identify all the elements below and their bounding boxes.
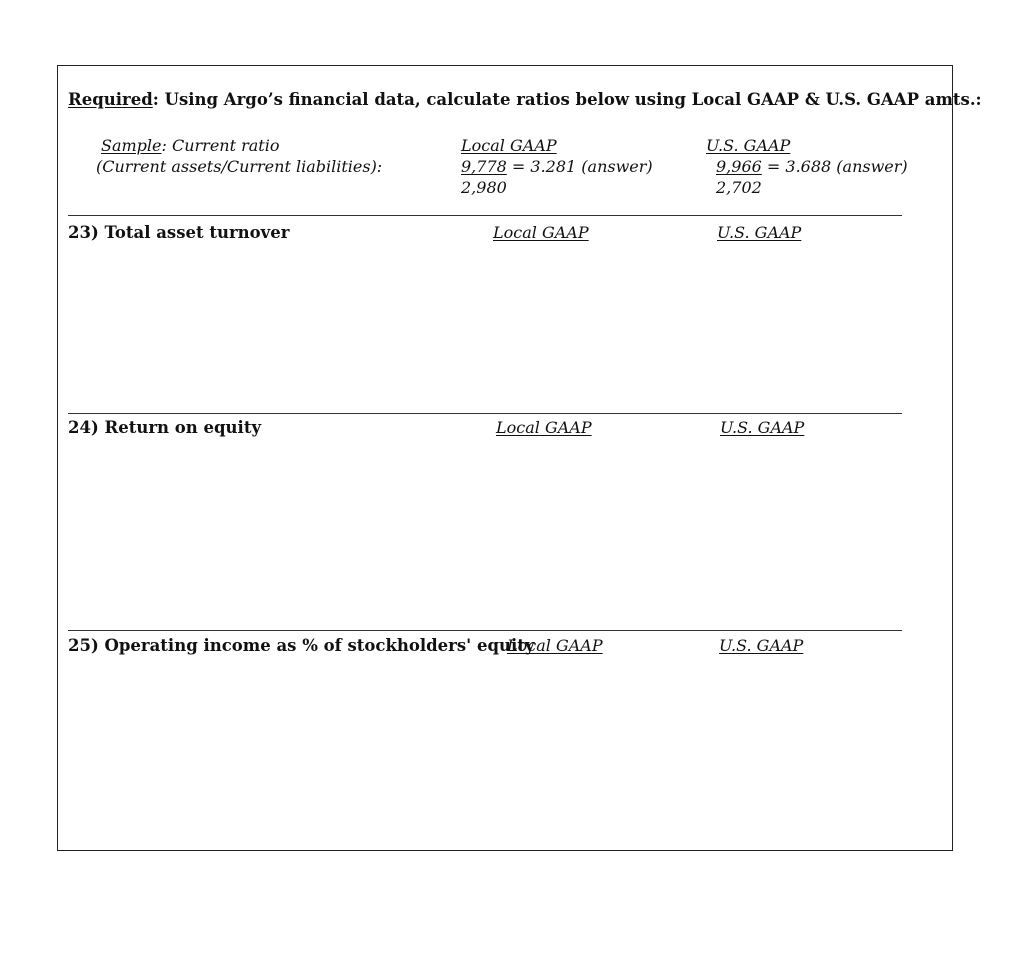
worksheet-frame (57, 65, 982, 851)
question-23-title: 23) Total asset turnover (68, 223, 290, 242)
question-23-local-header: Local GAAP (493, 223, 589, 242)
question-25-title: 25) Operating income as % of stockholders' equity (68, 636, 535, 655)
sample-title (101, 136, 279, 155)
required-instruction (68, 90, 982, 109)
divider-line (68, 630, 902, 631)
sample-label: Sample (101, 136, 162, 155)
sample-formula: (Current assets/Current liabilities): (96, 157, 383, 176)
divider-line (68, 413, 902, 414)
required-label: Required (68, 90, 153, 109)
sample-us-denominator: 2,702 (716, 178, 762, 197)
sample-local-denominator: 2,980 (461, 178, 507, 197)
required-text: : Using Argo’s financial data, calculate ratios below using Local GAAP & U.S. GAAP amts.: (152, 90, 982, 109)
sample-us-answer: = 3.688 (answer) (761, 157, 908, 176)
question-25-answer-area[interactable] (68, 662, 902, 837)
question-25-us-header: U.S. GAAP (719, 636, 804, 655)
sample-us-numerator: 9,966 (716, 157, 762, 176)
question-23-answer-area[interactable] (68, 248, 902, 408)
sample-local-answer: = 3.281 (answer) (506, 157, 653, 176)
sample-local-header: Local GAAP (461, 136, 557, 155)
sample-us-header: U.S. GAAP (706, 136, 791, 155)
sample-local-computation (461, 157, 653, 176)
question-24-us-header: U.S. GAAP (720, 418, 805, 437)
question-25-local-header: Local GAAP (507, 636, 603, 655)
question-23-us-header: U.S. GAAP (717, 223, 802, 242)
question-24-local-header: Local GAAP (496, 418, 592, 437)
sample-local-numerator: 9,778 (461, 157, 507, 176)
question-24-title: 24) Return on equity (68, 418, 262, 437)
sample-ratio-name: : Current ratio (161, 136, 280, 155)
divider-line (68, 215, 902, 216)
sample-us-computation (716, 157, 908, 176)
question-24-answer-area[interactable] (68, 444, 902, 624)
